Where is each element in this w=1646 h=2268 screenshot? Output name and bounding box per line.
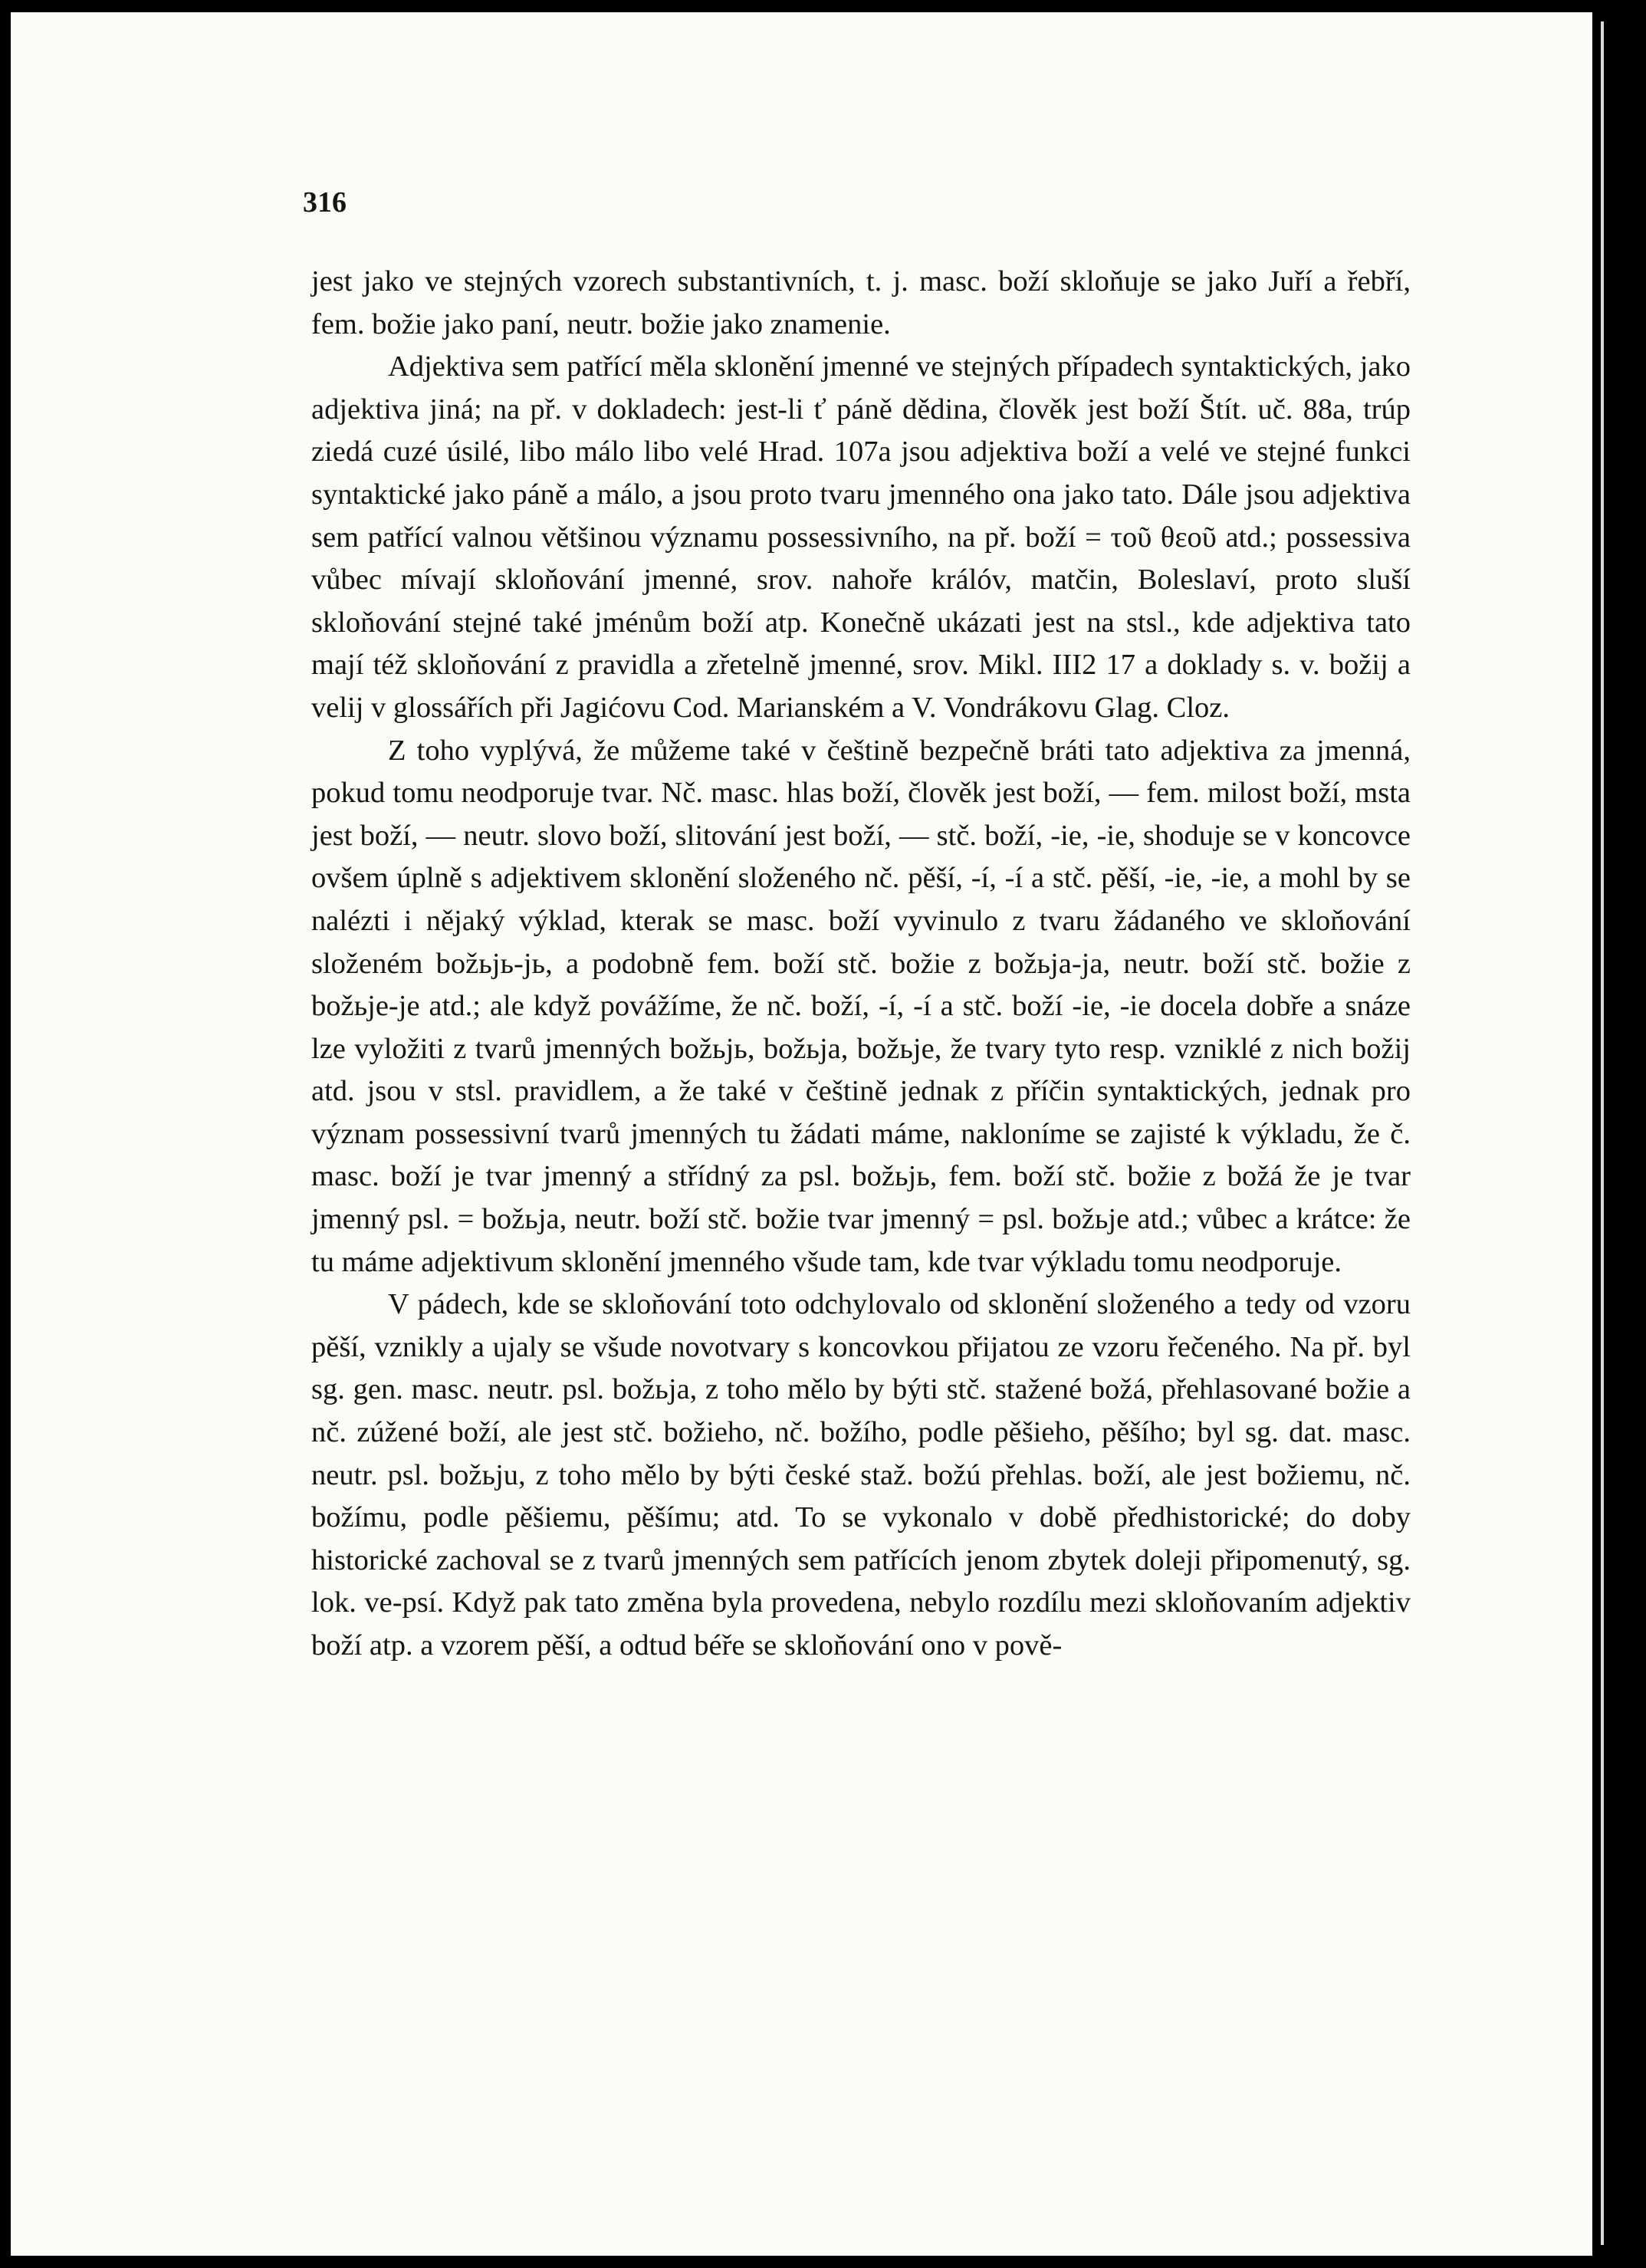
- paragraph-continuation: jest jako ve stejných vzorech substantivních, t. j. masc. boží skloňuje se jako Juří a řebří, fem. božie jako paní, neutr. božie jako znamenie.: [311, 265, 1411, 340]
- paragraph-new-forms: V pádech, kde se skloňování toto odchylovalo od sklonění složeného a tedy od vzoru pěší, vznikly a ujaly se všude novotvary s koncovkou přijatou ze vzoru řečeného. Na př. byl sg. gen. masc. neutr. psl. božьja, z toho mělo by býti stč. stažené božá, přehlasované božie a nč. zúžené boží, ale jest stč. božieho, nč. božího, podle pěšieho, pěšího; byl sg. dat. masc. neutr. psl. božьju, z toho mělo by býti české staž. božú přehlas. boží, ale jest božiemu, nč. božímu, podle pěšiemu, pěšímu; atd. To se vykonalo v době předhistorické; do doby historické zachoval se z tvarů jmenných sem patřících jenom zbytek doleji připomenutý, sg. lok. ve-psí. Když pak tato změna byla provedena, nebylo rozdílu mezi skloňovaním adjektiv boží atp. a vzorem pěší, a odtud béře se skloňování ono v pově-: [311, 1288, 1411, 1662]
- body-text: [311, 261, 1411, 1668]
- paragraph-nominal-adjectives: Z toho vyplývá, že můžeme také v češtině bezpečně bráti tato adjektiva za jmenná, pokud tomu neodporuje tvar. Nč. masc. hlas boží, člověk jest boží, — fem. milost boží, msta jest boží, — neutr. slovo boží, slitování jest boží, — stč. boží, -ie, -ie, shoduje se v koncovce ovšem úplně s adjektivem sklonění složeného nč. pěší, -í, -í a stč. pěší, -ie, -ie, a mohl by se nalézti i nějaký výklad, kterak se masc. boží vyvinulo z tvaru žádaného ve skloňování složeném božьjь-jь, a podobně fem. boží stč. božie z božьja-ja, neutr. boží stč. božie z božьje-je atd.; ale když povážíme, že nč. boží, -í, -í a stč. boží -ie, -ie docela dobře a snáze lze vyložiti z tvarů jmenných božьjь, božьja, božьje, že tvary tyto resp. vzniklé z nich božij atd. jsou v stsl. pravidlem, a že také v češtině jednak z příčin syntaktických, jednak pro význam possessivní tvarů jmenných tu žádati máme, nakloníme se zajisté k výkladu, že č. masc. boží je tvar jmenný a střídný za psl. božьjь, fem. boží stč. božie z božá že je tvar jmenný psl. = božьja, neutr. boží stč. božie tvar jmenný = psl. božьje atd.; vůbec a krátce: že tu máme adjektivum sklonění jmenného všude tam, kde tvar výkladu tomu neodporuje.: [311, 734, 1411, 1278]
- page-number: 316: [303, 186, 347, 219]
- paragraph-adjectives-declension: Adjektiva sem patřící měla sklonění jmenné ve stejných případech syntaktických, jako adjektiva jiná; na př. v dokladech: jest-li ť páně dědina, člověk jest boží Štít. uč. 88a, trúp ziedá cuzé úsilé, libo málo libo velé Hrad. 107a jsou adjektiva boží a velé ve stejné funkci syntaktické jako páně a málo, a jsou proto tvaru jmenného ona jako tato. Dále jsou adjektiva sem patřící valnou většinou významu possessivního, na př. boží = τοῦ θεοῦ atd.; possessiva vůbec mívají skloňování jmenné, srov. nahoře králóv, matčin, Boleslaví, proto sluší skloňování stejné také jménům boží atp. Konečně ukázati jest na stsl., kde adjektiva tato mají též skloňování z pravidla a zřetelně jmenné, srov. Mikl. III2 17 a doklady s. v. božij a velij v glossářích při Jagićovu Cod. Marianském a V. Vondrákovu Glag. Cloz.: [311, 350, 1411, 724]
- page-edge: [1601, 21, 1604, 2245]
